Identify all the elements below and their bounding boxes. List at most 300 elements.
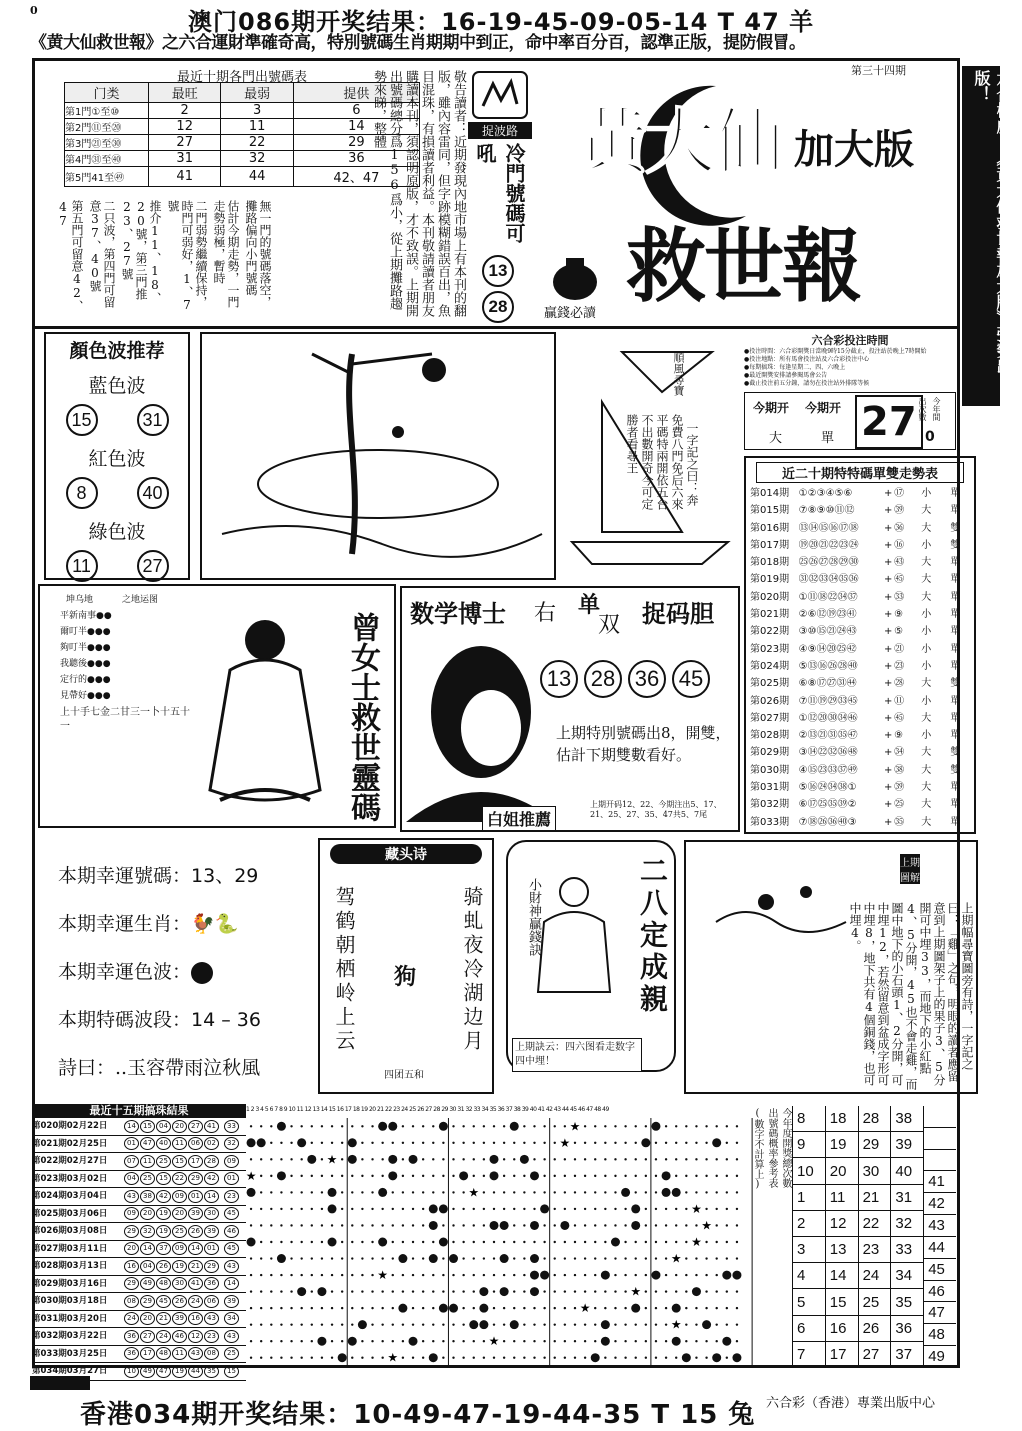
current-side2: 今年間 [932, 397, 941, 421]
draw-dot [442, 1158, 444, 1160]
boat-poem: 免費八門免后六來平碼特兩開依五台不出數開奇今可定勝者看尋王 [625, 414, 684, 510]
numgrid-cell: 38 [891, 1106, 923, 1132]
draw-dot [715, 1191, 717, 1193]
draw-dot [473, 1125, 475, 1127]
draw-dot [452, 1340, 454, 1342]
wealth-panel [506, 840, 676, 1072]
draw-dot [300, 1125, 302, 1127]
draw-dot [543, 1241, 545, 1243]
numgrid-cell: 9 [793, 1132, 825, 1158]
draw-dot [300, 1257, 302, 1259]
draw-dot [270, 1241, 272, 1243]
draw-dot [685, 1290, 687, 1292]
trend-plus: + [884, 782, 893, 794]
draw-dot [270, 1257, 272, 1259]
draw-dot [624, 1241, 626, 1243]
draw-dot [392, 1241, 394, 1243]
draw-dot [554, 1142, 556, 1144]
draw-number: 20 [140, 1312, 155, 1325]
draw-number: 43 [188, 1347, 203, 1360]
draw-dot [250, 1290, 252, 1292]
draw-period: 第025期03月06日 [32, 1208, 108, 1219]
draw-dot [665, 1323, 667, 1325]
trend-numbers: ㉛㉜㉝㉞㉟㊱ [798, 574, 859, 586]
draw-number: 01 [204, 1242, 219, 1255]
trend-period: 第014期 [750, 488, 790, 499]
draw-dot [422, 1175, 424, 1177]
analysis-line: 無一門的號碼落空，攤路偏向小門號碼 [244, 200, 272, 308]
draw-dot [503, 1323, 505, 1325]
draw-dot [624, 1340, 626, 1342]
draw-dot [675, 1290, 677, 1292]
draw-dot [655, 1257, 657, 1259]
draw-dot [392, 1307, 394, 1309]
draw-special-star: ★ [559, 1135, 571, 1150]
draw-number: 15 [172, 1155, 187, 1168]
draw-dot [392, 1142, 394, 1144]
draw-row [32, 1136, 246, 1154]
door-name: 第3門 [65, 139, 92, 150]
draw-dot [321, 1158, 323, 1160]
draw-dot [371, 1142, 373, 1144]
door-name: 第1門 [65, 107, 92, 118]
draw-dot [543, 1224, 545, 1226]
draw-dot [604, 1175, 606, 1177]
woman-portrait-icon [406, 632, 556, 822]
analysis-line: 二門弱勢繼續保持，時門可弱好，1、7號 [166, 200, 208, 312]
door-min: 11 [221, 119, 293, 135]
draw-row [32, 1223, 246, 1241]
draw-dot [715, 1125, 717, 1127]
draw-dot [442, 1357, 444, 1359]
numgrid-cell: 10 [793, 1158, 825, 1184]
draw-dot [604, 1142, 606, 1144]
trend-oe: 雙 [950, 764, 961, 776]
draw-dot [736, 1175, 738, 1177]
tagline: 《黄大仙救世報》之六合運財準確奇高，特別號碼生肖期期中到正，命中率百分百，認準正版，提防假冒。 [30, 33, 806, 53]
draw-dot [260, 1307, 262, 1309]
draw-dot [574, 1224, 576, 1226]
math-num: 45 [672, 660, 710, 698]
draw-dot [381, 1323, 383, 1325]
draw-special: 45 [224, 1242, 239, 1255]
numgrid-cell: 47 [924, 1302, 956, 1324]
draw-dot [533, 1142, 535, 1144]
trend-numbers: ③⑭㉒㉜㊱㊽ [798, 747, 858, 759]
draw-dot [513, 1307, 515, 1309]
lucky-zod-row [58, 900, 318, 948]
trend-period: 第032期 [750, 799, 790, 811]
draw-dot [452, 1208, 454, 1210]
hk-result-line: 香港034期开奖结果：10-49-47-19-44-35 T 15 兔 [80, 1400, 756, 1430]
draw-dot [665, 1257, 667, 1259]
trend-size: 小 [921, 626, 932, 638]
draw-dot [462, 1274, 464, 1276]
draw-dot [705, 1340, 707, 1342]
draw-dot [655, 1191, 657, 1193]
draw-dot [503, 1175, 505, 1177]
zodiac-header-left: 坤乌地 [66, 595, 94, 605]
lucky-num-label: 本期幸運號碼： [58, 865, 192, 887]
draw-number: 20 [172, 1207, 187, 1220]
draw-dot [392, 1340, 394, 1342]
draw-dot [412, 1142, 414, 1144]
numgrid-cell: 7 [793, 1342, 825, 1368]
draw-dot [503, 1125, 505, 1127]
rooster-snake-icon: 🐓🐍 [191, 913, 239, 935]
draw-dot [574, 1208, 576, 1210]
trend-numbers: ③⑩⑮㉑㉔㊸ [798, 626, 857, 638]
draw-dot [594, 1340, 596, 1342]
catch-wave-panel [468, 70, 532, 326]
door-max: 31 [149, 151, 221, 167]
trend-plus: + [884, 660, 893, 672]
draw-hit-dot [328, 1204, 337, 1213]
draw-dot [503, 1142, 505, 1144]
math-title-2: 单 [578, 592, 601, 618]
draw-dot [351, 1274, 353, 1276]
draw-number: 28 [204, 1155, 219, 1168]
draw-dot [513, 1274, 515, 1276]
draw-dot [624, 1323, 626, 1325]
draw-dot [513, 1208, 515, 1210]
draw-dot [280, 1158, 282, 1160]
draw-special-star: ★ [387, 1350, 399, 1365]
zodiac-row: 爾叮半●●● [60, 627, 111, 637]
draw-dot [493, 1323, 495, 1325]
draw-dot [300, 1208, 302, 1210]
draw-dot [675, 1274, 677, 1276]
draw-number: 47 [156, 1365, 171, 1378]
draw-dot [655, 1175, 657, 1177]
draw-number: 04 [140, 1260, 155, 1273]
draw-number: 40 [156, 1137, 171, 1150]
draw-dot [331, 1307, 333, 1309]
draw-number: 24 [156, 1330, 171, 1343]
trend-special: ㉑ [894, 643, 905, 655]
draw-period: 第029期03月16日 [32, 1278, 108, 1289]
schedule-line: ●截止投注前五分鐘，請勿在投注站外排隊等候 [744, 380, 870, 387]
draw-hit-dot [398, 1254, 407, 1263]
draw-hit-dot [409, 1155, 418, 1164]
draw-number: 30 [172, 1277, 187, 1290]
draw-dot [584, 1290, 586, 1292]
draw-dot [736, 1323, 738, 1325]
trend-numbers: ⑦⑱㉖㊱㊵③ [798, 816, 857, 828]
red-wave-label: 紅色波 [88, 448, 146, 470]
trend-period: 第017期 [750, 539, 790, 551]
trend-size: 小 [921, 660, 932, 672]
trend-special: ⑤ [894, 626, 904, 638]
draw-dot [614, 1224, 616, 1226]
trend-special: ㊴ [894, 782, 905, 794]
draw-number: 20 [172, 1120, 187, 1133]
draw-dot [392, 1274, 394, 1276]
trend-plus: + [884, 488, 893, 499]
trend-row [750, 641, 970, 658]
draw-dot [321, 1307, 323, 1309]
draw-dot [290, 1191, 292, 1193]
draw-dot [533, 1158, 535, 1160]
draw-dot [442, 1142, 444, 1144]
draw-dot [513, 1357, 515, 1359]
draw-dot [715, 1208, 717, 1210]
draw-dot [554, 1340, 556, 1342]
trend-row [750, 502, 970, 519]
door-name: 第5門 [65, 173, 92, 184]
draw-dot [665, 1125, 667, 1127]
draw-dot [260, 1158, 262, 1160]
lucky-zod-label: 本期幸運生肖： [58, 913, 192, 935]
draw-dot [270, 1274, 272, 1276]
draw-dot [604, 1224, 606, 1226]
draw-dot [614, 1274, 616, 1276]
goddess-figure-icon [190, 600, 340, 820]
draw-dot [564, 1158, 566, 1160]
draw-dot [614, 1175, 616, 1177]
draw-dot [412, 1307, 414, 1309]
trend-oe: 單 [950, 730, 961, 742]
draw-number: 25 [172, 1225, 187, 1238]
trend-special: ㉝ [894, 591, 905, 603]
draw-hit-dot [651, 1271, 660, 1280]
draw-dot [250, 1274, 252, 1276]
draw-dot [675, 1125, 677, 1127]
draw-period: 第034期03月27日 [32, 1366, 108, 1376]
trend-period: 第033期 [750, 816, 790, 828]
numgrid-cell: 33 [891, 1237, 923, 1263]
draw-dot [442, 1274, 444, 1276]
draw-hit-dot [510, 1122, 519, 1131]
draw-dot [726, 1208, 728, 1210]
draw-dot [361, 1191, 363, 1193]
draw-dot [422, 1274, 424, 1276]
draw-hit-dot [611, 1238, 620, 1247]
draw-dot [290, 1125, 292, 1127]
draw-dot [695, 1175, 697, 1177]
draw-dot [523, 1175, 525, 1177]
draw-hit-dot [307, 1155, 316, 1164]
numgrid-cell: 34 [891, 1263, 923, 1289]
trend-size: 大 [921, 678, 932, 690]
numgrid-cell: 26 [859, 1316, 891, 1342]
trend-special: ㊺ [894, 574, 905, 586]
draw-dot [665, 1224, 667, 1226]
draw-dot [321, 1175, 323, 1177]
draw-hit-dot [449, 1304, 458, 1313]
draw-special-star: ★ [691, 1235, 702, 1249]
draw-dot [371, 1241, 373, 1243]
draw-dot [726, 1357, 728, 1359]
draw-number: 15 [140, 1120, 155, 1133]
draw-dot [422, 1191, 424, 1193]
schedule-panel [744, 332, 956, 390]
draw-hit-dot [732, 1271, 741, 1280]
draw-hit-dot [297, 1287, 306, 1296]
draw-dot [665, 1274, 667, 1276]
wealth-inner: 小財神贏錢訣 [526, 878, 541, 956]
green-num: 11 [66, 550, 98, 582]
draw-dot [300, 1340, 302, 1342]
trend-plus: + [884, 678, 893, 690]
trend-oe: 單 [950, 505, 961, 517]
draw-row [32, 1293, 246, 1311]
math-title-1: 数学博士 [410, 599, 506, 628]
trend-period: 第023期 [750, 643, 790, 655]
lucky-num: 13、29 [191, 865, 259, 887]
draw-dot [503, 1357, 505, 1359]
draw-hit-dot [732, 1353, 741, 1362]
riddle-banner: 藏头诗 [330, 844, 482, 864]
draw-dot [584, 1241, 586, 1243]
numgrid-cell: 35 [891, 1289, 923, 1315]
draw-hit-dot [378, 1238, 387, 1247]
draw-dot [341, 1224, 343, 1226]
draw-number: 16 [188, 1312, 203, 1325]
draw-dot [523, 1257, 525, 1259]
draw-dot [361, 1307, 363, 1309]
draw-dot [574, 1323, 576, 1325]
draw-dot [624, 1142, 626, 1144]
draw-hit-dot [469, 1320, 478, 1329]
draw-hit-dot [601, 1337, 610, 1346]
trend-oe: 雙 [950, 522, 961, 534]
trend-special: ⑯ [894, 539, 905, 551]
draw-dot [321, 1142, 323, 1144]
draw-dot [564, 1208, 566, 1210]
draw-dot [422, 1307, 424, 1309]
draw-dot [645, 1191, 647, 1193]
draw-dot [685, 1158, 687, 1160]
draw-dot [726, 1158, 728, 1160]
trend-plus: + [884, 557, 893, 569]
schedule-line: ●投注地點：所有馬會投注站及六合彩投注中心 [744, 356, 870, 363]
draw-dot [361, 1274, 363, 1276]
numgrid-cell [924, 1106, 956, 1128]
draw-dot [604, 1241, 606, 1243]
draw-dot [331, 1175, 333, 1177]
current-v2: 單 [821, 431, 835, 446]
draw-dot [594, 1142, 596, 1144]
lucky-seg-row [58, 996, 318, 1044]
draw-dot [554, 1323, 556, 1325]
draw-dot [736, 1208, 738, 1210]
draw-dot [412, 1241, 414, 1243]
draw-number: 19 [156, 1225, 171, 1238]
draw-dot [645, 1340, 647, 1342]
lucky-num-row [58, 852, 318, 900]
draw-hit-dot [692, 1287, 701, 1296]
draw-dot [705, 1142, 707, 1144]
draw-dot [290, 1290, 292, 1292]
masthead [536, 62, 960, 324]
analysis-line: 第五門可留意42、47 [56, 200, 84, 312]
right-banner-text: 六合權威：《黃大仙救世報加大版》強勢出版！ [972, 70, 1013, 374]
door-table-title: 最近十期各門出號碼表 [176, 70, 307, 85]
draw-dot [655, 1208, 657, 1210]
draw-dot [381, 1307, 383, 1309]
draw-dot [614, 1340, 616, 1342]
draw-dot [594, 1191, 596, 1193]
draw-dot [493, 1274, 495, 1276]
draw-special: 46 [224, 1225, 239, 1238]
draw-dot [280, 1323, 282, 1325]
trend-special: ㊺ [894, 712, 905, 724]
door-max: 41 [149, 167, 221, 187]
win-label: 贏錢必讀 [544, 306, 597, 321]
trend-row [750, 744, 970, 761]
door-min: 32 [221, 151, 293, 167]
draw-hit-dot [530, 1287, 539, 1296]
trend-period: 第030期 [750, 764, 790, 776]
draw-dot [705, 1290, 707, 1292]
numgrid-panel [748, 1106, 956, 1368]
riddle-bottom: 四团五和 [384, 1070, 424, 1081]
draw-dot [635, 1125, 637, 1127]
numgrid-cell: 12 [826, 1211, 858, 1237]
draw-number: 11 [172, 1137, 187, 1150]
draw-dot [685, 1224, 687, 1226]
draw-number: 27 [188, 1120, 203, 1133]
draw-dot [402, 1274, 404, 1276]
draw-dot [270, 1340, 272, 1342]
draw-dot [341, 1257, 343, 1259]
draw-dot [321, 1208, 323, 1210]
draw-dot [543, 1290, 545, 1292]
draw-dot [381, 1257, 383, 1259]
draw-dot [493, 1357, 495, 1359]
draw-dot [523, 1323, 525, 1325]
draw-dot [584, 1323, 586, 1325]
draw-dot [351, 1307, 353, 1309]
draw-dot [402, 1323, 404, 1325]
draw-special-star: ★ [670, 1251, 682, 1266]
draw-dot [523, 1142, 525, 1144]
draw-dot [412, 1224, 414, 1226]
trend-size: 小 [921, 730, 932, 742]
trend-rows [750, 485, 970, 831]
draw-dot [270, 1125, 272, 1127]
draw-dot [554, 1307, 556, 1309]
draw-dot [695, 1274, 697, 1276]
draw-dot [594, 1208, 596, 1210]
current-count: 0 [925, 429, 935, 445]
draw-dot [554, 1290, 556, 1292]
trend-period: 第018期 [750, 557, 790, 569]
draw-hit-dot [247, 1138, 256, 1147]
blue-num: 15 [66, 404, 98, 436]
trend-plus: + [884, 747, 893, 759]
trend-plus: + [884, 574, 893, 586]
draw-dot [614, 1191, 616, 1193]
trend-special: ⑰ [894, 488, 905, 499]
zodiac-grid: 上十手七金二甘三一卜十五十一 [60, 707, 190, 732]
draw-dot [726, 1307, 728, 1309]
lucky-poem-row [58, 1044, 318, 1092]
draw-dot [351, 1357, 353, 1359]
draw-row [32, 1328, 246, 1346]
draw-panel [32, 1104, 246, 1376]
draw-number: 20 [124, 1242, 139, 1255]
draw-dot [270, 1290, 272, 1292]
draw-special-star: ★ [245, 1168, 257, 1183]
draw-dot [645, 1274, 647, 1276]
draw-dot [635, 1340, 637, 1342]
draw-dot [705, 1307, 707, 1309]
draw-dot [543, 1357, 545, 1359]
draw-hit-dot [429, 1221, 438, 1230]
money-bag-icon [548, 250, 602, 304]
